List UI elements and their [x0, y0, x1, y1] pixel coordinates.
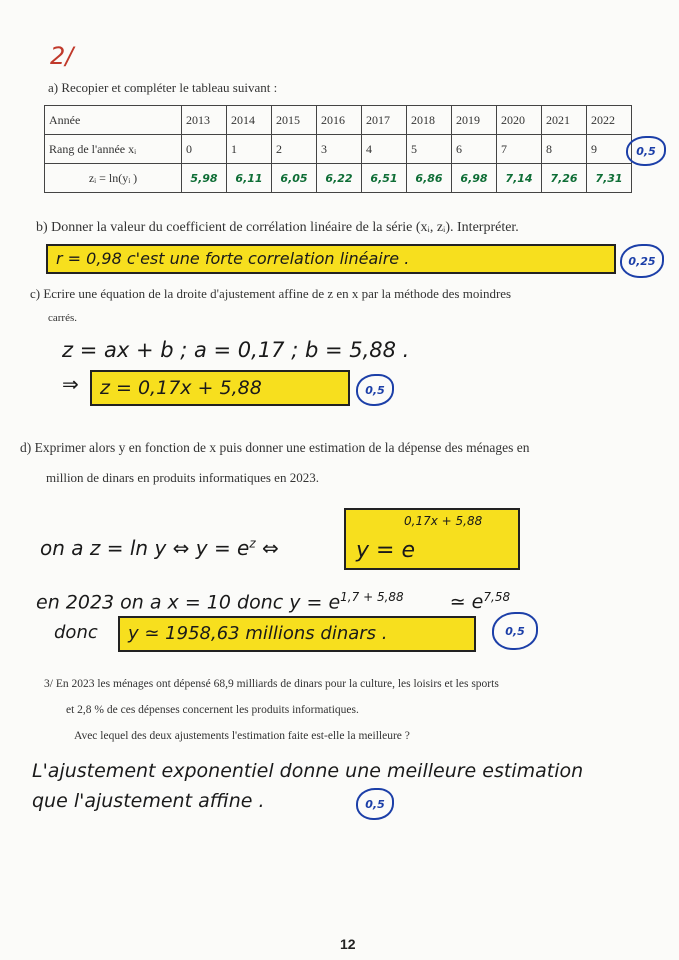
table-cell: 8: [542, 135, 587, 164]
table-cell: 2: [272, 135, 317, 164]
question-number-mark: 2/: [50, 42, 74, 70]
table-cell: 6,51: [362, 164, 407, 193]
part-c-question-line2: carrés.: [48, 312, 78, 324]
table-cell: 2013: [182, 106, 227, 135]
formula-exponent: 0,17x + 5,88: [404, 514, 483, 528]
table-row-z: [45, 164, 632, 193]
part-c-answer-box: [90, 370, 350, 406]
arrow-implies: ⇒: [62, 372, 79, 396]
table-cell: 5: [407, 135, 452, 164]
grade-mark-a: 0,5: [626, 136, 666, 166]
part-d-line1-text: on a z = ln y ⇔ y = e: [40, 536, 250, 560]
part-d-answer: y ≃ 1958,63 millions dinars .: [128, 623, 388, 644]
table-cell: 6: [452, 135, 497, 164]
table-row-label: Rang de l'année xᵢ: [45, 135, 182, 164]
grade-mark-c: 0,5: [356, 374, 394, 406]
grade-mark-b: 0,25: [620, 244, 664, 278]
table-cell: 2021: [542, 106, 587, 135]
table-cell: 0: [182, 135, 227, 164]
part-c-work: z = ax + b ; a = 0,17 ; b = 5,88 .: [62, 338, 410, 362]
table-cell: 2015: [272, 106, 317, 135]
part-d-line1: [40, 536, 279, 560]
grade-mark-3: 0,5: [356, 788, 394, 820]
table-cell: 2014: [227, 106, 272, 135]
table-cell: 2019: [452, 106, 497, 135]
table-cell: 2018: [407, 106, 452, 135]
page-number: 12: [340, 936, 356, 952]
table-cell: 7: [497, 135, 542, 164]
table-cell: 6,98: [452, 164, 497, 193]
data-table: [44, 105, 632, 193]
part-c-answer: z = 0,17x + 5,88: [100, 377, 262, 399]
table-cell: 7,26: [542, 164, 587, 193]
exponent: 7,58: [483, 590, 511, 604]
table-row-label: Année: [45, 106, 182, 135]
table-cell: 2020: [497, 106, 542, 135]
part-d-question-line1: d) Exprimer alors y en fonction de x puis donner une estimation de la dépense des ménages en: [20, 440, 530, 455]
table-cell: 2017: [362, 106, 407, 135]
part-d-question-line2: million de dinars en produits informatiques en 2023.: [46, 470, 319, 485]
table-row-label: zᵢ = ln(yᵢ ): [45, 164, 182, 193]
part-b-answer: r = 0,98 c'est une forte correlation linéaire .: [56, 249, 410, 268]
table-cell: 6,11: [227, 164, 272, 193]
part-d-formula-box: [344, 508, 520, 570]
part-d-line2: [36, 590, 510, 613]
table-row-year: [45, 106, 632, 135]
part-c-question-line1: c) Ecrire une équation de la droite d'ajustement affine de z en x par la méthode des moindres: [30, 286, 512, 301]
table-cell: 4: [362, 135, 407, 164]
table-cell: 2022: [587, 106, 632, 135]
table-cell: 6,22: [317, 164, 362, 193]
table-cell: 5,98: [182, 164, 227, 193]
table-cell: 7,14: [497, 164, 542, 193]
equivalence-symbol: ⇔: [262, 536, 279, 560]
table-cell: 3: [317, 135, 362, 164]
part-b-question: b) Donner la valeur du coefficient de corrélation linéaire de la série (xᵢ, zᵢ). Interpréter.: [36, 220, 519, 235]
table-cell: 9: [587, 135, 632, 164]
table-cell: 2016: [317, 106, 362, 135]
table-cell: 6,86: [407, 164, 452, 193]
table-cell: 6,05: [272, 164, 317, 193]
part-a-question: a) Recopier et compléter le tableau suivant :: [48, 80, 278, 95]
approx-symbol: ≃ e: [449, 591, 484, 614]
part-d-answer-box: [118, 616, 476, 652]
table-row-rank: [45, 135, 632, 164]
part-3-question-line1: 3/ En 2023 les ménages ont dépensé 68,9 milliards de dinars pour la culture, les loisirs et les sports: [44, 678, 499, 690]
part-3-answer-line2: que l'ajustement affine .: [32, 790, 265, 812]
grade-mark-d: 0,5: [492, 612, 538, 650]
part-3-question-line2: et 2,8 % de ces dépenses concernent les produits informatiques.: [66, 704, 359, 716]
part-d-line2-text: en 2023 on a x = 10 donc y = e: [36, 591, 341, 614]
exponent: 1,7 + 5,88: [340, 590, 404, 604]
table-cell: 1: [227, 135, 272, 164]
formula-base: y = e: [356, 538, 415, 563]
part-b-answer-box: [46, 244, 616, 274]
part-d-line3-prefix: donc: [54, 622, 98, 643]
exponent: z: [249, 536, 256, 551]
part-3-answer-line1: L'ajustement exponentiel donne une meilleure estimation: [32, 760, 584, 782]
table-cell: 7,31: [587, 164, 632, 193]
part-3-question-line3: Avec lequel des deux ajustements l'estimation faite est-elle la meilleure ?: [74, 730, 410, 742]
